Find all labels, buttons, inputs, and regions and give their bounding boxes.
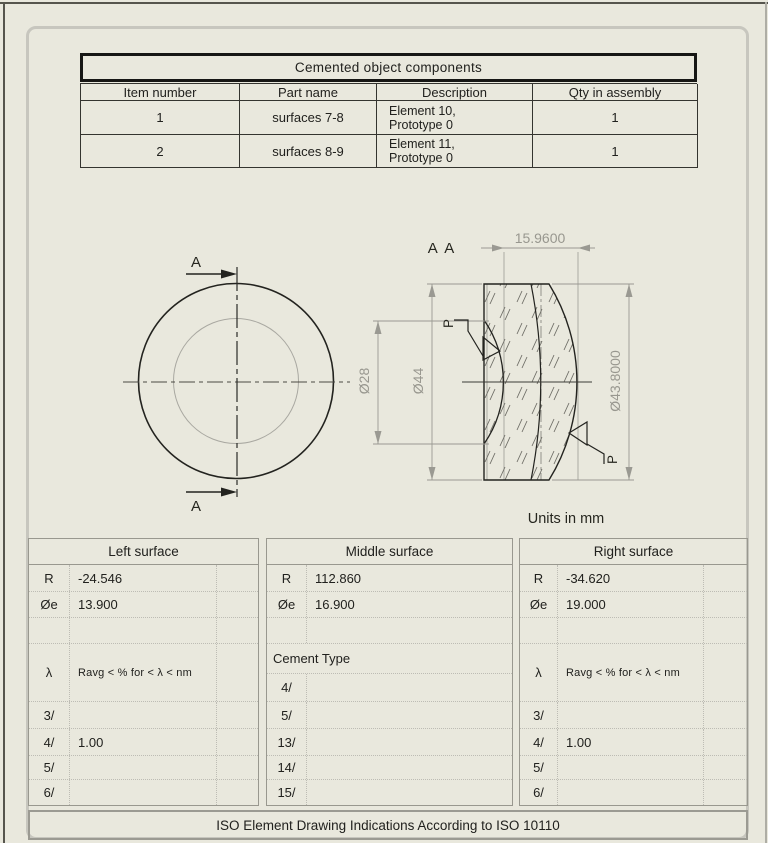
indication-code: 5/ <box>267 702 307 728</box>
radius-label: R <box>267 565 307 591</box>
clear-aperture-circle <box>174 319 299 444</box>
cell-qty: 1 <box>533 135 698 168</box>
right-surface-table <box>519 538 748 806</box>
diameter-label: Øe <box>267 592 307 617</box>
middle-surface-table <box>266 538 513 806</box>
section-label-bottom: A <box>190 498 202 515</box>
dim-28-text: Ø28 <box>356 367 372 395</box>
radius-label: R <box>520 565 558 591</box>
cell-description <box>377 101 533 135</box>
col-header-item: Item number <box>81 84 240 101</box>
cell-description <box>377 135 533 168</box>
radius-label: R <box>29 565 70 591</box>
indication-value <box>558 756 703 779</box>
indication-value <box>70 756 216 779</box>
empty-cell <box>307 618 512 643</box>
indication-value: 1.00 <box>78 734 104 750</box>
radius-value: -34.620 <box>566 570 611 586</box>
empty-cell <box>29 618 70 643</box>
diameter-label: Øe <box>29 592 70 617</box>
cell-item: 2 <box>81 135 240 168</box>
empty-cell <box>216 729 258 755</box>
empty-cell <box>520 618 558 643</box>
lambda-spec: Ravg < % for < λ < nm <box>78 666 192 679</box>
left-surface-table <box>28 538 259 806</box>
section-view-title: A A <box>427 240 457 257</box>
arrow <box>492 245 504 252</box>
indication-code: 6/ <box>29 780 70 805</box>
cell-part: surfaces 8-9 <box>240 135 377 168</box>
components-table-grid <box>80 83 697 168</box>
indication-code: 5/ <box>520 756 558 779</box>
empty-cell <box>703 592 747 617</box>
cell-part: surfaces 7-8 <box>240 101 377 135</box>
arrow <box>375 431 382 444</box>
indication-code: 3/ <box>29 702 70 728</box>
empty-cell <box>216 565 258 591</box>
indication-code: 3/ <box>520 702 558 728</box>
indication-code: 13/ <box>267 729 307 755</box>
empty-cell <box>216 780 258 805</box>
diameter-value: 13.900 <box>78 597 118 612</box>
empty-cell <box>216 702 258 728</box>
cell-qty: 1 <box>533 101 698 135</box>
empty-cell <box>703 702 747 728</box>
section-label-top: A <box>190 254 202 271</box>
indication-value <box>70 702 216 728</box>
description-line: Element 11, <box>389 137 455 151</box>
cement-type-label: Cement Type <box>267 644 512 674</box>
indication-value <box>307 780 512 805</box>
indication-value <box>307 702 512 728</box>
lambda-label: λ <box>520 644 558 701</box>
arrow <box>429 284 436 297</box>
empty-cell <box>703 644 747 701</box>
arrow <box>626 284 633 297</box>
radius-value: -24.546 <box>78 570 123 586</box>
empty-cell <box>216 756 258 779</box>
indication-value <box>70 780 216 805</box>
front-view <box>123 254 350 515</box>
section-arrow-bottom <box>221 488 237 497</box>
radius-value: 112.860 <box>315 570 362 586</box>
section-view <box>356 230 634 527</box>
empty-cell <box>703 729 747 755</box>
polish-label: P <box>605 454 620 464</box>
indication-value <box>558 780 703 805</box>
indication-value <box>307 756 512 779</box>
indication-code: 4/ <box>29 729 70 755</box>
lambda-spec: Ravg < % for < λ < nm <box>566 666 680 679</box>
col-header-description: Description <box>377 84 533 101</box>
polish-label: P <box>441 318 456 328</box>
indication-value <box>558 702 703 728</box>
dim-thickness-text: 15.9600 <box>514 230 566 246</box>
empty-cell <box>703 618 747 643</box>
section-arrow-top <box>221 270 237 279</box>
empty-cell <box>216 644 258 701</box>
diameter-label: Øe <box>520 592 558 617</box>
middle-surface-header: Middle surface <box>267 539 512 565</box>
components-table-title: Cemented object components <box>80 53 697 82</box>
components-table <box>80 53 697 168</box>
dim-438-text: Ø43.8000 <box>607 350 623 412</box>
right-surface-header: Right surface <box>520 539 747 565</box>
polish-flag-right <box>569 422 620 464</box>
left-surface-header: Left surface <box>29 539 258 565</box>
lens-outer-circle <box>139 284 334 479</box>
empty-cell <box>70 618 216 643</box>
description-line: Prototype 0 <box>389 151 453 165</box>
arrow <box>429 467 436 480</box>
col-header-part: Part name <box>240 84 377 101</box>
arrow <box>626 467 633 480</box>
cell-item: 1 <box>81 101 240 135</box>
indication-code: 6/ <box>520 780 558 805</box>
empty-cell <box>558 618 703 643</box>
arrow <box>375 321 382 334</box>
units-note: Units in mm <box>527 511 605 527</box>
indication-code: 4/ <box>520 729 558 755</box>
description-line: Prototype 0 <box>389 117 453 132</box>
description-line: Element 10, <box>389 103 456 118</box>
indication-code: 15/ <box>267 780 307 805</box>
empty-cell <box>703 565 747 591</box>
arrow <box>578 245 590 252</box>
diameter-value: 16.900 <box>315 597 355 612</box>
indication-value <box>307 729 512 755</box>
indication-value <box>307 674 512 701</box>
indication-code: 5/ <box>29 756 70 779</box>
indication-code: 4/ <box>267 674 307 701</box>
empty-cell <box>267 618 307 643</box>
indication-code: 14/ <box>267 756 307 779</box>
dim-44-text: Ø44 <box>410 367 426 395</box>
iso-footer: ISO Element Drawing Indications According to ISO 10110 <box>28 810 748 840</box>
diameter-value: 19.000 <box>566 597 606 612</box>
empty-cell <box>216 618 258 643</box>
col-header-qty: Qty in assembly <box>533 84 698 101</box>
empty-cell <box>216 592 258 617</box>
empty-cell <box>703 780 747 805</box>
lambda-label: λ <box>29 644 70 701</box>
indication-value: 1.00 <box>566 734 592 750</box>
empty-cell <box>703 756 747 779</box>
